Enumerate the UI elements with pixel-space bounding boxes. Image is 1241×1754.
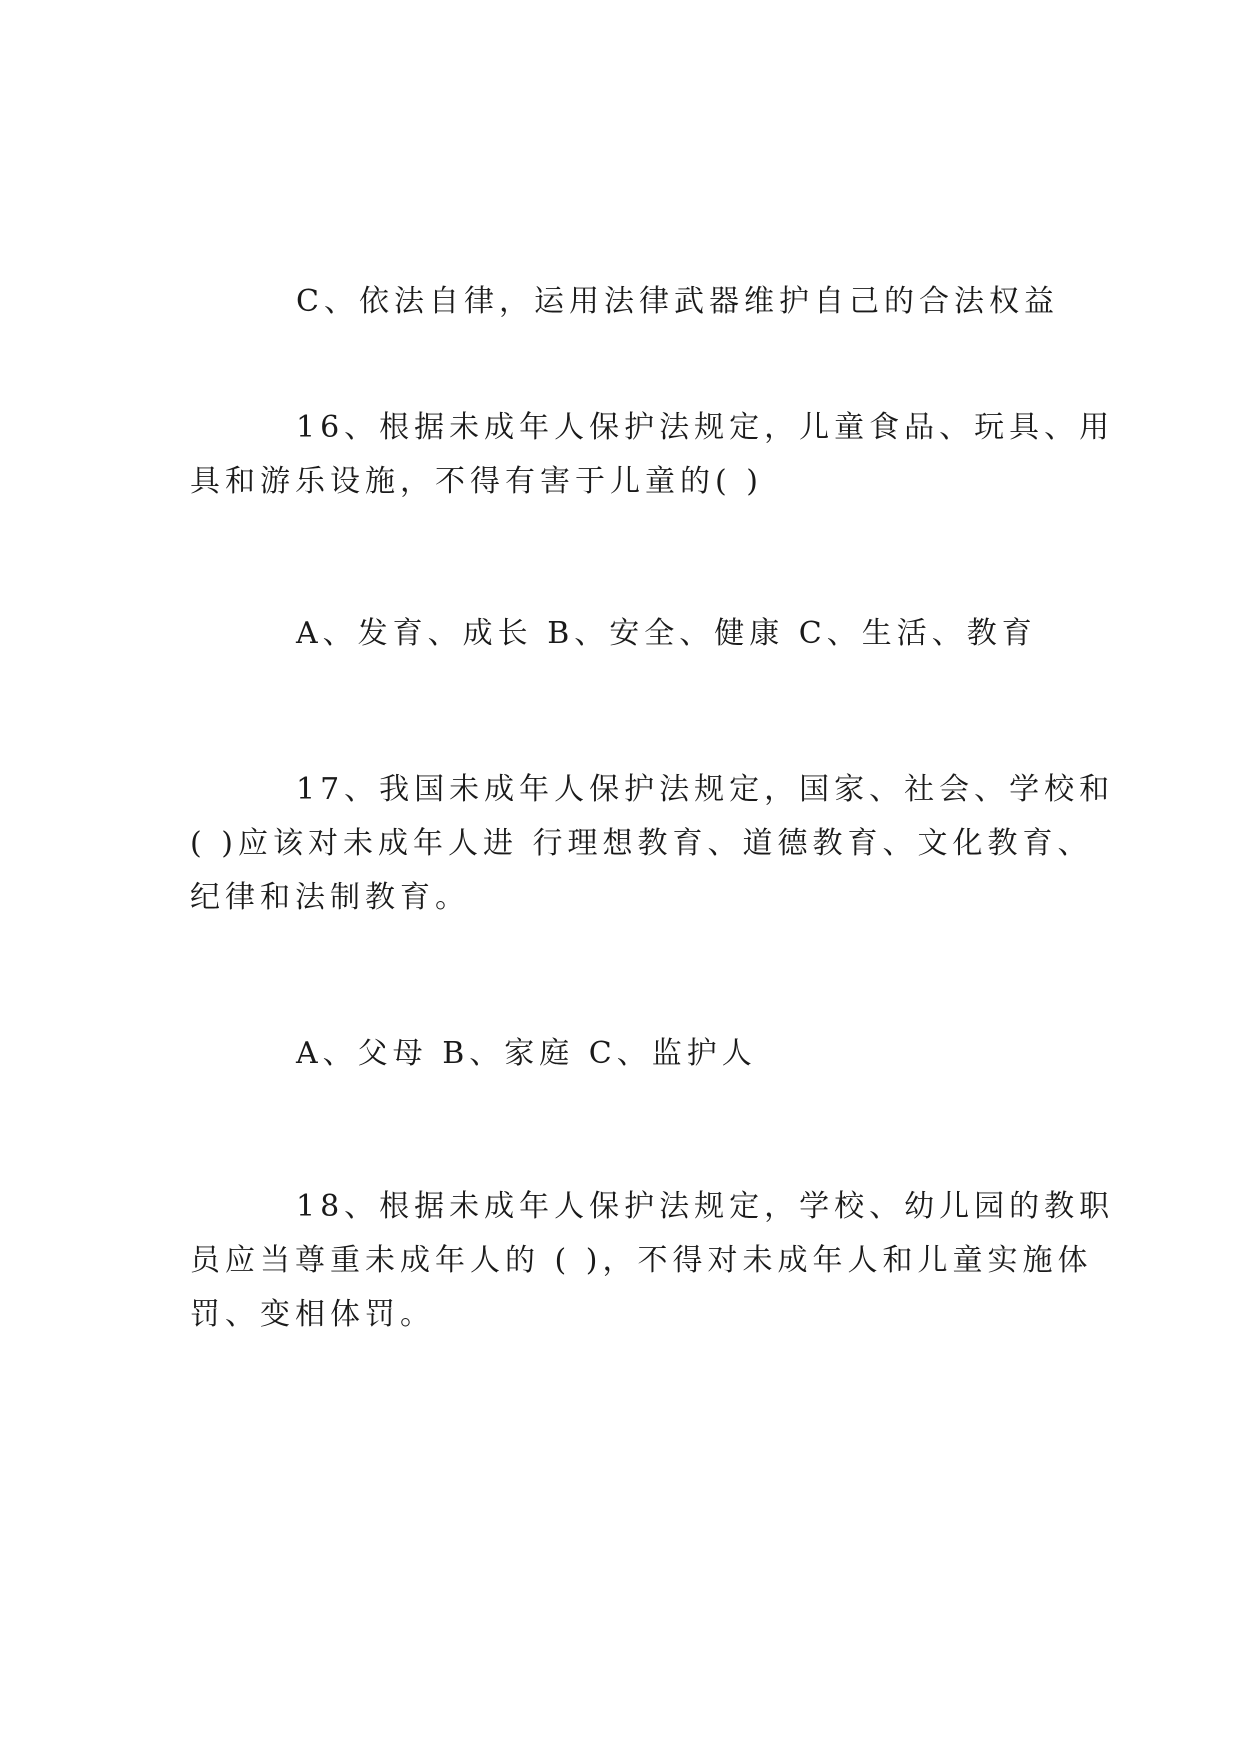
question-17-line-3: 纪律和法制教育。 — [190, 880, 470, 915]
question-18-line-1: 18、根据未成年人保护法规定，学校、幼儿园的教职 — [296, 1189, 1115, 1224]
question-16-line-1: 16、根据未成年人保护法规定，儿童食品、玩具、用 — [296, 410, 1115, 445]
question-17-line-1: 17、我国未成年人保护法规定，国家、社会、学校和 — [296, 772, 1115, 807]
question-18-line-2: 员应当尊重未成年人的 ( )，不得对未成年人和儿童实施体 — [190, 1243, 1093, 1278]
option-c-line: C、依法自律，运用法律武器维护自己的合法权益 — [296, 284, 1059, 319]
question-18-line-3: 罚、变相体罚。 — [190, 1297, 435, 1332]
question-17-options: A、父母 B、家庭 C、监护人 — [296, 1036, 757, 1071]
question-16-options: A、发育、成长 B、安全、健康 C、生活、教育 — [296, 616, 1037, 651]
question-17-line-2: ( )应该对未成年人进 行理想教育、道德教育、文化教育、 — [190, 826, 1093, 861]
question-16-line-2: 具和游乐设施，不得有害于儿童的( ) — [190, 464, 763, 499]
